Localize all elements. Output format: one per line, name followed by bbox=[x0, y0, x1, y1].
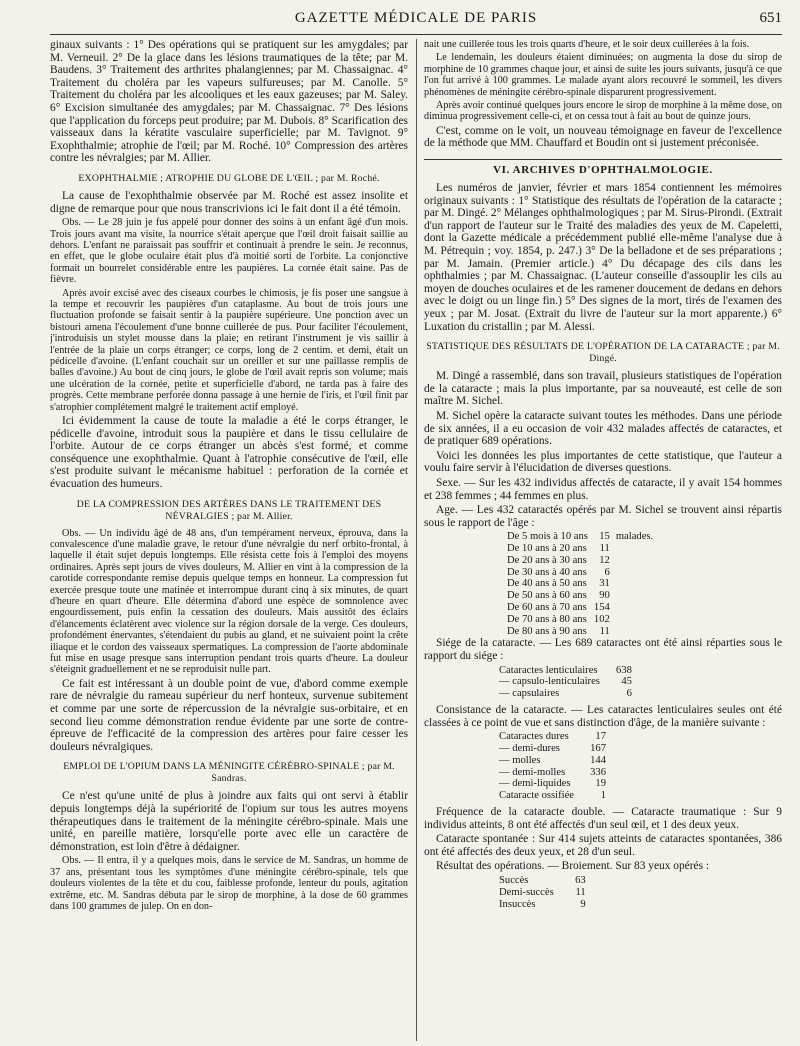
observation-text: Après avoir continué quelques jours encore le sirop de morphine à la même dose, on diminua progressivement celle-ci, et on cessa tout à fait au bout de quinze jours. bbox=[424, 100, 782, 123]
paragraph: Résultat des opérations. — Broiement. Sur 83 yeux opérés : bbox=[436, 860, 710, 873]
intro-list: ginaux suivants : 1° Des opérations qui se pratiquent sur les amygdales; par M. Verneuil. 2° De la glace dans les lésions traumatiques de la tête; par M. Baudens. 3° Traitement des arthrites phalangiennes; par M. Chassaignac. 4° Traitement du choléra par les vapeurs sulfureuses; par M. Canolle. 5° Traitement du choléra par les alcooliques et les eaux gazeuses; par M. Saley. 6° Excision simultanée des amygdales; par M. Chassaignac. 7° Des lésions que l'application du forceps peut produire; par M. Dubois. 8° Scarification des vaisseaux dans la kératite vasculaire superficielle; par M. Tavignot. 9° Exophthalmie; atrophie de l'œil; par M. Roché. 10° Compression des artères contre les névralgies; par M. Allier. bbox=[50, 39, 408, 165]
section-heading-compression: DE LA COMPRESSION DES ARTÈRES DANS LE TRAITEMENT DES NÉVRALGIES ; par M. Allier. bbox=[76, 498, 382, 522]
paragraph: Les numéros de janvier, février et mars 1854 contiennent les mémoires originaux suivants : 1° Statistique des résultats de l'opération de la cataracte ; par M. Dingé. 2° Mélanges ophthalmologiques ; par M. Sirus-Pirondi. (Extrait d'un rapport de l'auteur sur le Traité des maladies des yeux de M. Capeletti, dont la Gazette médicale a précédemment publié elle-même l'analyse due à M. Pétrequin ; voy. 1854, p. 247.) 3° De la belladone et de ses préparations ; par M. Jamain. (Premier article.) 4° Du décapage des cils dans les ophthalmies ; par M. Chassaignac. (L'auteur conseille d'assouplir les cils au moyen de douches oculaires et de les ramener doucement de dedans en dehors avec le doigt ou un linge fin.) 5° Des signes de la mort, tirés de l'examen des yeux ; par M. Josat. (Extrait du livre de l'auteur sur la mort apparente.) 6° Luxation du cristallin ; par M. Alessi. bbox=[424, 182, 782, 333]
paragraph: Ici évidemment la cause de toute la maladie a été le corps étranger, le pédicelle d'avoine, introduit sous la paupière et dans le tissu cellulaire de l'orbite. Autour de ce corps étranger un abcès s'est formé, et comme conséquence une exophthalmie. Quant à l'atrophie consécutive de l'œil, elle s'est produite suivant le mécanisme habituel : perforation de la cornée et évacuation des humeurs. bbox=[50, 415, 408, 490]
observation-text: Obs. — Un individu âgé de 48 ans, d'un tempérament nerveux, éprouva, dans la convalescence d'une maladie grave, le retour d'une névralgie du nerf orbito-frontal, à laquelle il était sujet depuis longtemps. Elle résista cette fois à l'emploi des moyens ordinaires. Après sept jours de vives douleurs, M. Allier en vint à la compression de la carotide correspondante remise depuis quelque temps en honneur. La compression fut exercée presque toute une matinée et interrompue durant cinq à six minutes, de quart d'heure en quart d'heure. Elle détermina d'abord une espèce de somnolence avec engourdissement, puis enfin la cessation des douleurs. Mais aussitôt des éclairs d'élancements éclatèrent avec violence sur la région dorsale de la verge. Ces douleurs, profondément énervantes, s'étendaient du pubis au gland, et ne suivaient point la crête iliaque et le cordon des vaisseaux spermatiques. La compression de l'aorte abdominale fut mise en usage presque sans interruption pendant trois quarts d'heure. La douleur s'éteignit graduellement et ne se reproduisit nulle part. bbox=[50, 527, 408, 676]
page-number: 651 bbox=[759, 10, 782, 26]
age-table bbox=[504, 531, 656, 637]
table-row: — demi-dures 167 bbox=[499, 743, 606, 755]
journal-title: GAZETTE MÉDICALE DE PARIS bbox=[294, 10, 538, 26]
paragraph: Voici les données les plus importantes de cette statistique, que l'auteur a voulu faire servir à l'élucidation de diverses questions. bbox=[424, 449, 782, 475]
section-heading-statistique: STATISTIQUE DES RÉSULTATS DE L'OPÉRATION DE LA CATARACTE ; par M. Dingé. bbox=[426, 341, 780, 365]
siege-table bbox=[496, 665, 635, 700]
observation-text: Après avoir excisé avec des ciseaux courbes le chimosis, je fis poser une sangsue à la tempe et recouvrir les paupières d'un cataplasme. Au bout de trois jours une fluctuation profonde se faisait sentir à la paupière supérieure. Une ponction avec un bistouri amena l'écoulement d'une bonne cuillerée de pus. Pour faciliter l'écoulement, j'introduisis un stylet mousse dans la plaie; en retirant l'instrument je vis saillir à l'entrée de la plaie un corps étranger; ce corps, long de 2 centim. et demi, était un pédicelle d'avoine. (L'enfant couchait sur un oreiller et sur une paillasse remplis de balles d'avoine.) Au bout de cinq jours, le globe de l'œil avait repris son volume; mais une ulcération de la cornée, petite et superficielle d'abord, ne tarda pas à faire des progrès. Cette membrane perforée donna passage à une hernie de l'iris, et l'œil finit par s'atrophier complétement malgré le traitement actif employé. bbox=[50, 287, 408, 413]
consistance-table bbox=[496, 731, 609, 802]
paragraph: Sexe. — Sur les 432 individus affectés de cataracte, il y avait 154 hommes et 238 femmes ; 44 femmes en plus. bbox=[424, 476, 782, 502]
paragraph: Ce fait est intéressant à un double point de vue, d'abord comme exemple rare de névralgie du rameau supérieur du nerf honteux, survenue subitement et comme par une sorte de répercussion de la névralgie sus-orbitaire, et en second lieu comme démonstration rendue évidente par une sorte de contre-épreuve de l'efficacité de la compression des artères pour faire cesser les douleurs névralgiques. bbox=[50, 677, 408, 753]
columns bbox=[50, 39, 782, 1041]
table-row: De 10 ans à 20 ans 11 bbox=[507, 543, 610, 555]
table-row: De 5 mois à 10 ans 15 malades. bbox=[507, 531, 654, 543]
section-heading-opium: EMPLOI DE L'OPIUM DANS LA MÉNINGITE CÉRÉBRO-SPINALE ; par M. Sandras. bbox=[63, 761, 395, 785]
paragraph: Cataracte spontanée : Sur 414 sujets atteints de cataractes spontanées, 386 ont été affectés des deux yeux, et 28 d'un seul. bbox=[424, 833, 782, 858]
table-row: Succès 63 bbox=[499, 874, 586, 886]
right-column bbox=[424, 39, 782, 1041]
table-row: De 20 ans à 30 ans 12 bbox=[507, 554, 610, 566]
column-divider bbox=[416, 39, 417, 1041]
table-row: Cataractes dures 17 bbox=[499, 731, 606, 743]
table-row: De 60 ans à 70 ans 154 bbox=[507, 602, 610, 614]
left-column bbox=[50, 39, 408, 1041]
table-row: De 80 ans à 90 ans 11 bbox=[507, 625, 610, 637]
paragraph: Siége de la cataracte. — Les 689 cataractes ont été ainsi réparties sous le rapport du siége : bbox=[424, 637, 782, 663]
paragraph: Fréquence de la cataracte double. — Cataracte traumatique : Sur 9 individus atteints, 8 ont été affectés d'un seul œil, et 1 des deux yeux. bbox=[424, 806, 782, 831]
paragraph: M. Sichel opère la cataracte suivant toutes les méthodes. Dans une période de six années, il a eu occasion de voir 432 malades affectés de cataractes, et de pratiquer 689 opérations. bbox=[424, 409, 782, 448]
table-row: Cataracte ossifiée 1 bbox=[499, 790, 606, 802]
section-heading-exophthalmie: EXOPHTHALMIE ; ATROPHIE DU GLOBE DE L'ŒIL ; par M. Roché. bbox=[78, 172, 380, 184]
table-row: De 50 ans à 60 ans 90 bbox=[507, 590, 610, 602]
paragraph: Ce n'est qu'une unité de plus à joindre aux faits qui ont servi à établir depuis longtemps déjà la supériorité de l'opium sur tous les autres moyens thérapeutiques dans le traitement de la méningite cérébro-spinale. Mais une unité, en pareille matière, lorsqu'elle porte avec elle un caractère de démonstration, est loin d'être à dédaigner. bbox=[50, 790, 408, 853]
paragraph: C'est, comme on le voit, un nouveau témoignage en faveur de l'excellence de la méthode que MM. Chauffard et Boudin ont si justement préconisée. bbox=[424, 124, 782, 150]
table-row: De 70 ans à 80 ans 102 bbox=[507, 613, 610, 625]
table-row: — capsulo-lenticulaires 45 bbox=[499, 676, 632, 688]
table-row: Insuccès 9 bbox=[499, 898, 586, 910]
page-header bbox=[50, 10, 782, 35]
paragraph: Age. — Les 432 cataractés opérés par M. Sichel se trouvent ainsi répartis sous le rapport de l'âge : bbox=[424, 504, 782, 529]
table-row: — capsulaires 6 bbox=[499, 688, 632, 700]
results-table bbox=[496, 875, 589, 910]
paragraph: La cause de l'exophthalmie observée par M. Roché est assez insolite et digne de remarque pour que nous transcrivions ici le fait dont il a été témoin. bbox=[50, 189, 408, 215]
paragraph: M. Dingé a rassemblé, dans son travail, plusieurs statistiques de l'opération de la cataracte ; mais la plus importante, par sa nouveauté, est celle de son maître M. Sichel. bbox=[424, 370, 782, 408]
table-row: De 30 ans à 40 ans 6 bbox=[507, 566, 610, 578]
observation-text: Obs. — Il entra, il y a quelques mois, dans le service de M. Sandras, un homme de 37 ans, présentant tous les symptômes d'une méningite cérébro-spinale, tels que douleurs violentes de la tête et du cou, faiblesse profonde, lenteur du pouls, agitation extrême, etc. M. Sandras débuta par le sirop de morphine, à la dose de 60 grammes dans 100 grammes de julep. On en don- bbox=[50, 855, 408, 913]
table-row: — molles 144 bbox=[499, 754, 606, 766]
table-row: De 40 ans à 50 ans 31 bbox=[507, 578, 610, 590]
paragraph: Consistance de la cataracte. — Les cataractes lenticulaires seules ont été classées à ce point de vue et sans distinction d'âge, de la manière suivante : bbox=[424, 704, 782, 729]
section-heading-archives: VI. ARCHIVES D'OPHTHALMOLOGIE. bbox=[424, 159, 782, 176]
table-row: — demi-molles 336 bbox=[499, 766, 606, 778]
table-row: — demi-liquides 19 bbox=[499, 778, 606, 790]
observation-text: Le lendemain, les douleurs étaient diminuées; on augmenta la dose du sirop de morphine de 10 grammes chaque jour, et ainsi de suite les jours suivants, jusqu'à ce que l'on fut arrivé à 100 grammes. Le malade ayant alors recouvré le sommeil, les divers phénomènes de méningite cérébro-spinale disparurent progressivement. bbox=[424, 52, 782, 98]
observation-text: nait une cuillerée tous les trois quarts d'heure, et le soir deux cuillerées à la fois. bbox=[424, 39, 750, 50]
table-row: Demi-succès 11 bbox=[499, 886, 586, 898]
observation-text: Obs. — Le 28 juin je fus appelé pour donner des soins à un enfant âgé d'un mois. Trois jours avant ma visite, la nourrice s'était aperçue que l'œil droit faisait saillie au dehors. L'enfant ne paraissait pas souffrir et continuait à prendre le sein. Je reconnus, en effet, que le globe oculaire était plus d'à moitié sorti de l'orbite. La conjonctive formait un bourrelet considérable entre les paupières. La cornée était saine. Pas de fièvre. bbox=[50, 217, 408, 286]
table-row: Cataractes lenticulaires 638 bbox=[499, 664, 632, 676]
